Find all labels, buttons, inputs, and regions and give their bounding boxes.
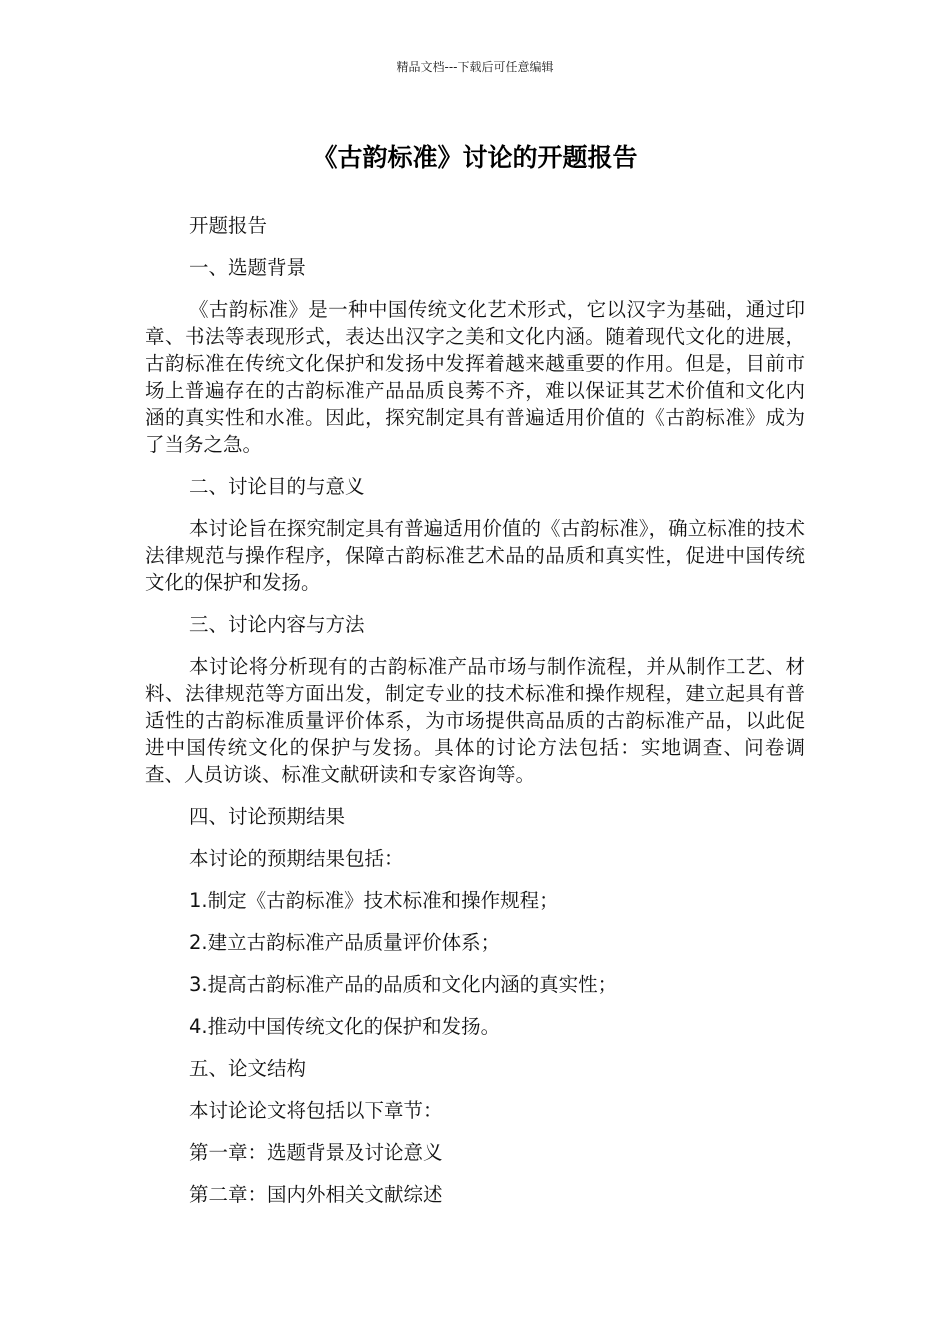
section-heading-structure: 五、论文结构 <box>189 1057 307 1080</box>
paragraph-purpose: 本讨论旨在探究制定具有普遍适用价值的《古韵标准》，确立标准的技术法律规范与操作程序，保障古韵标准艺术品的品质和真实性，促进中国传统文化的保护和发扬。 <box>145 517 805 594</box>
section-heading-purpose: 二、讨论目的与意义 <box>189 475 365 498</box>
document-body <box>145 212 805 1223</box>
report-label: 开题报告 <box>189 214 268 237</box>
expected-result-item: 2.建立古韵标准产品质量评价体系； <box>189 931 501 954</box>
section-heading-background: 一、选题背景 <box>189 256 307 279</box>
expected-result-item: 1.制定《古韵标准》技术标准和操作规程； <box>189 889 559 912</box>
expected-result-item: 3.提高古韵标准产品的品质和文化内涵的真实性； <box>189 973 618 996</box>
chapter-item: 第二章：国内外相关文献综述 <box>189 1183 443 1206</box>
paragraph-background: 《古韵标准》是一种中国传统文化艺术形式，它以汉字为基础，通过印章、书法等表现形式，表达出汉字之美和文化内涵。随着现代文化的进展，古韵标准在传统文化保护和发扬中发挥着越来越重要的作用。但是，目前市场上普遍存在的古韵标准产品品质良莠不齐，难以保证其艺术价值和文化内涵的真实性和水准。因此，探究制定具有普遍适用价值的《古韵标准》成为了当务之急。 <box>145 298 805 456</box>
section-heading-expected-results: 四、讨论预期结果 <box>189 805 346 828</box>
chapter-item: 第一章：选题背景及讨论意义 <box>189 1141 443 1164</box>
section-heading-content-method: 三、讨论内容与方法 <box>189 613 365 636</box>
header-note: 精品文档---下载后可任意编辑 <box>396 60 554 74</box>
paragraph-content-method: 本讨论将分析现有的古韵标准产品市场与制作流程，并从制作工艺、材料、法律规范等方面出发，制定专业的技术标准和操作规程，建立起具有普适性的古韵标准质量评价体系，为市场提供高品质的古韵标准产品，以此促进中国传统文化的保护与发扬。具体的讨论方法包括：实地调查、问卷调查、人员访谈、标准文献研读和专家咨询等。 <box>145 655 805 786</box>
structure-intro: 本讨论论文将包括以下章节： <box>189 1099 443 1122</box>
expected-results-intro: 本讨论的预期结果包括： <box>189 847 404 870</box>
expected-result-item: 4.推动中国传统文化的保护和发扬。 <box>189 1015 501 1038</box>
document-title: 《古韵标准》讨论的开题报告 <box>312 143 638 172</box>
